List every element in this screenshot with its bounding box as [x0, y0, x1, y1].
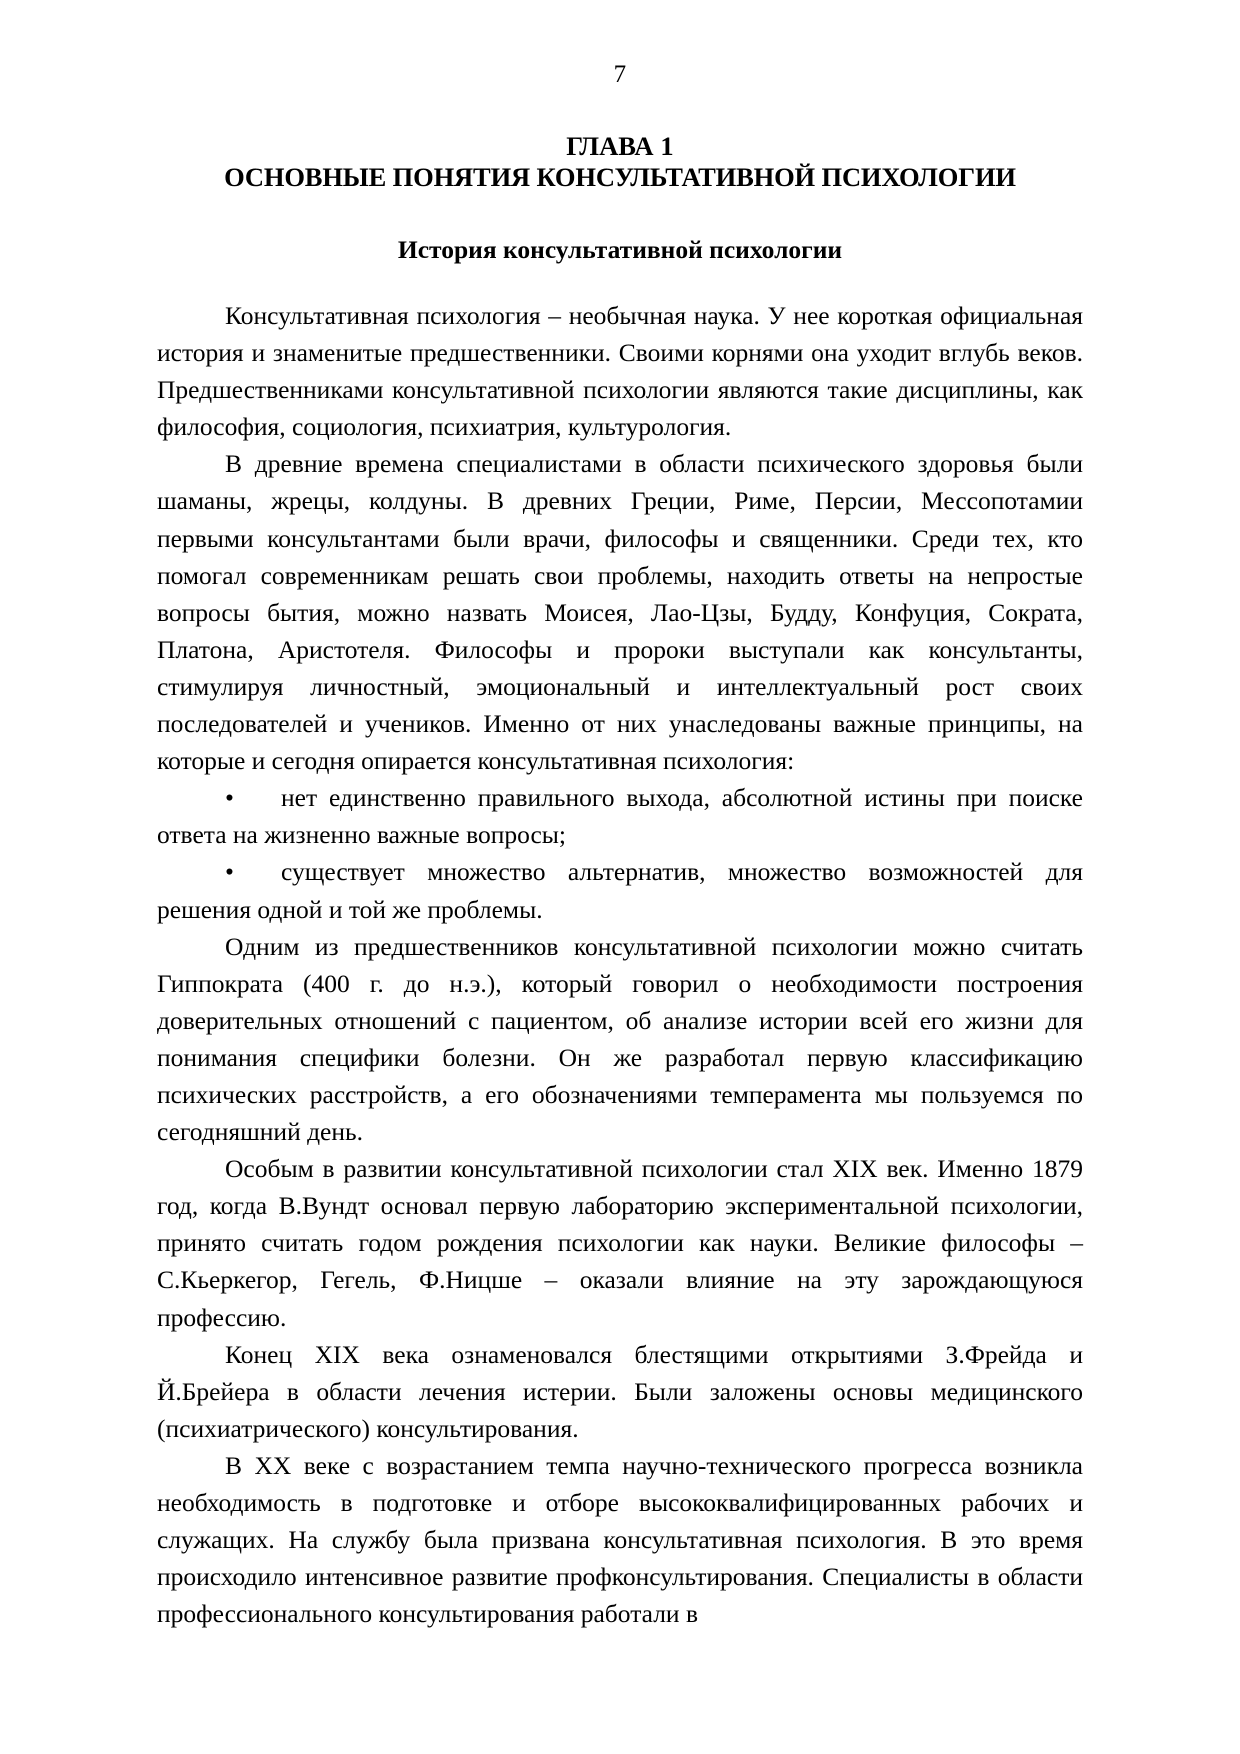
paragraph: Консультативная психология – необычная наука. У нее короткая официальная история и знаменитые предшественники. Своими корнями она уходит вглубь веков. Предшественниками консультативной психологии являются такие дисциплины, как философия, социология, психиатрия, культурология.: [157, 301, 1083, 442]
page-content: [157, 131, 1083, 1632]
chapter-title: ОСНОВНЫЕ ПОНЯТИЯ КОНСУЛЬТАТИВНОЙ ПСИХОЛОГИИ: [224, 162, 1016, 192]
paragraph: Одним из предшественников консультативной психологии можно считать Гиппократа (400 г. до н.э.), который говорил о необходимости построения доверительных отношений с пациентом, об анализе истории всей его жизни для понимания специфики болезни. Он же разработал первую классификацию психических расстройств, а его обозначениями темперамента мы пользуемся по сегодняшний день.: [157, 931, 1083, 1147]
paragraph: В древние времена специалистами в области психического здоровья были шаманы, жрецы, колдуны. В древних Греции, Риме, Персии, Мессопотамии первыми консультантами были врачи, философы и священники. Среди тех, кто помогал современникам решать свои проблемы, находить ответы на непростые вопросы бытия, можно назвать Моисея, Лао-Цзы, Будду, Конфуция, Сократа, Платона, Аристотеля. Философы и пророки выступали как консультанты, стимулируя личностный, эмоциональный и интеллектуальный рост своих последователей и учеников. Именно от них унаследованы важные принципы, на которые и сегодня опирается консультативная психология:: [157, 449, 1083, 776]
paragraph: Конец XIX века ознаменовался блестящими открытиями З.Фрейда и Й.Брейера в области лечения истерии. Были заложены основы медицинского (психиатрического) консультирования.: [157, 1339, 1083, 1443]
paragraph: Особым в развитии консультативной психологии стал XIX век. Именно 1879 год, когда В.Вундт основал первую лабораторию экспериментальной психологии, принято считать годом рождения психологии как науки. Великие философы – С.Кьеркегор, Гегель, Ф.Ницше – оказали влияние на эту зарождающуюся профессию.: [157, 1154, 1083, 1332]
list-item: [157, 779, 1083, 853]
page-number: 7: [613, 61, 627, 88]
bullet-icon: •: [225, 783, 234, 813]
chapter-heading: [157, 131, 1083, 193]
paragraph: В XX веке с возрастанием темпа научно-технического прогресса возникла необходимость в подготовке и отборе высококвалифицированных рабочих и служащих. На службу была призвана консультативная психология. В это время происходило интенсивное развитие профконсультирования. Специалисты в области профессионального консультирования работали в: [157, 1450, 1083, 1629]
bullet-icon: •: [225, 857, 234, 887]
list-item: [157, 853, 1083, 927]
section-subtitle: История консультативной психологии: [397, 235, 843, 264]
list-item-text: существует множество альтернатив, множество возможностей для решения одной и той же проблемы.: [157, 857, 1083, 924]
list-item-text: нет единственно правильного выхода, абсолютной истины при поиске ответа на жизненно важные вопросы;: [157, 783, 1083, 850]
chapter-label: ГЛАВА 1: [566, 131, 674, 161]
body-text: [157, 265, 1083, 1632]
